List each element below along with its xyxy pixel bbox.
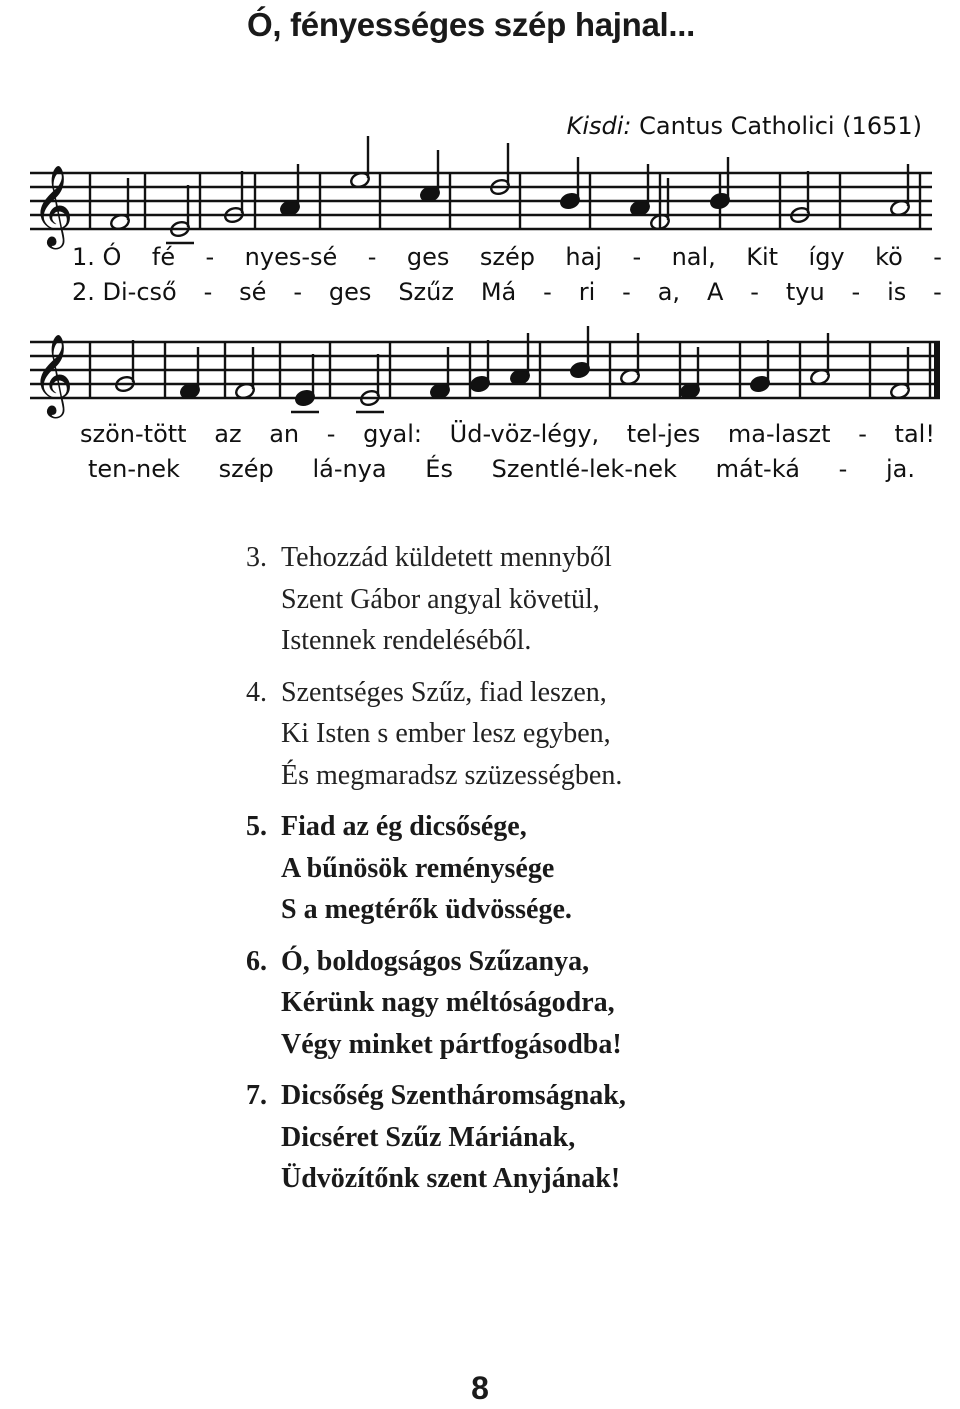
lyric-syllable: szön-tött bbox=[80, 420, 187, 448]
lyrics-verse-1-staff-1 bbox=[72, 243, 942, 273]
lyric-syllable: szép bbox=[218, 455, 274, 483]
lyric-syllable: gyal: bbox=[363, 420, 423, 448]
lyric-syllable: - bbox=[632, 243, 642, 271]
lyric-syllable: nal, bbox=[671, 243, 716, 271]
lyric-syllable: ges bbox=[328, 278, 372, 306]
page-number: 8 bbox=[471, 1370, 489, 1406]
lyric-syllable: Kit bbox=[746, 243, 779, 271]
stanza bbox=[246, 1075, 936, 1200]
page-title: Ó, fényességes szép hajnal... bbox=[247, 6, 695, 43]
lyric-syllable: - bbox=[933, 243, 942, 271]
lyric-syllable: Má bbox=[480, 278, 517, 306]
lyric-syllable: tyu bbox=[785, 278, 825, 306]
lyric-syllable: mát-ká bbox=[715, 455, 800, 483]
lyric-syllable: Üd-vöz-légy, bbox=[449, 420, 600, 448]
lyric-syllable: ten-nek bbox=[88, 455, 180, 483]
stanza-number: 4. bbox=[246, 676, 267, 708]
treble-clef-icon: 𝄞 bbox=[32, 164, 74, 246]
lyric-syllable: - bbox=[326, 420, 336, 448]
lyric-syllable: - bbox=[750, 278, 759, 306]
lyric-syllable: tal! bbox=[894, 420, 935, 448]
stanza-line: Szentséges Szűz, fiad leszen, bbox=[281, 676, 607, 708]
lyric-syllable: - bbox=[367, 243, 377, 271]
stanza-line: Dicsőség Szentháromságnak, bbox=[281, 1080, 626, 1111]
lyric-syllable: 2. Di-cső bbox=[72, 278, 177, 306]
lyric-syllable: A bbox=[706, 278, 724, 306]
lyrics-verse-1-staff-2 bbox=[80, 420, 935, 450]
stanza-line: Végy minket pártfogásodba! bbox=[281, 1028, 622, 1060]
stanza bbox=[246, 806, 936, 931]
final-bar-line bbox=[934, 342, 940, 398]
lyric-syllable: - bbox=[293, 278, 303, 306]
lyric-syllable: an bbox=[269, 420, 300, 448]
composer-name: Kisdi: bbox=[566, 112, 632, 140]
lyric-syllable: lá-nya bbox=[312, 455, 387, 483]
lyric-syllable: - bbox=[203, 278, 213, 306]
lyric-syllable: nyes-sé bbox=[244, 243, 338, 271]
lyrics-verse-2-staff-1 bbox=[72, 278, 942, 308]
source-title: Cantus Catholici (1651) bbox=[639, 112, 922, 140]
stanza bbox=[246, 537, 936, 662]
stanza-line: Dicséret Szűz Máriának, bbox=[281, 1121, 576, 1153]
lyric-syllable: szép bbox=[479, 243, 535, 271]
lyric-syllable: kö bbox=[875, 243, 903, 271]
stanza-line: A bűnösök reménysége bbox=[281, 852, 555, 884]
lyric-syllable: És bbox=[425, 455, 453, 483]
lyric-syllable: ja. bbox=[885, 455, 915, 483]
lyric-syllable: ri bbox=[578, 278, 596, 306]
lyric-syllable: ma-laszt bbox=[727, 420, 831, 448]
staff-2 bbox=[30, 326, 940, 418]
lyric-syllable: fé bbox=[151, 243, 176, 271]
lyric-syllable: - bbox=[858, 420, 867, 448]
lyric-syllable: Szentlé-lek-nek bbox=[491, 455, 677, 483]
lyric-syllable: - bbox=[205, 243, 215, 271]
stanza-line: Ki Isten s ember lesz egyben, bbox=[281, 718, 611, 749]
lyric-syllable: tel-jes bbox=[626, 420, 701, 448]
stanza-number: 6. bbox=[246, 945, 267, 977]
stanza-line: Istennek rendeléséből. bbox=[281, 625, 532, 656]
treble-clef-icon: 𝄞 bbox=[32, 333, 74, 415]
stanza-number: 5. bbox=[246, 811, 267, 842]
stanza-line: S a megtérők üdvössége. bbox=[281, 894, 572, 925]
stanza-line: Tehozzád küldetett mennyből bbox=[281, 542, 612, 573]
stanza bbox=[246, 672, 936, 797]
stanza-line: Szent Gábor angyal követül, bbox=[281, 583, 600, 615]
stanza-list bbox=[246, 537, 936, 1210]
lyric-syllable: ges bbox=[406, 243, 450, 271]
stanza-line: Kérünk nagy méltóságodra, bbox=[281, 987, 615, 1018]
lyric-syllable: így bbox=[808, 243, 845, 271]
lyrics-verse-2-staff-2 bbox=[88, 455, 915, 485]
stanza-line: Ó, boldogságos Szűzanya, bbox=[281, 945, 590, 977]
lyric-syllable: Szűz bbox=[398, 278, 454, 306]
lyric-syllable: az bbox=[214, 420, 242, 448]
stanza-line: Fiad az ég dicsősége, bbox=[281, 811, 527, 842]
lyric-syllable: 1. Ó bbox=[72, 243, 122, 271]
stanza-number: 3. bbox=[246, 542, 267, 573]
lyric-syllable: haj bbox=[565, 243, 602, 271]
lyric-syllable: - bbox=[851, 278, 861, 306]
lyric-syllable: - bbox=[933, 278, 942, 306]
stanza-number: 7. bbox=[246, 1080, 267, 1111]
stanza-line: Üdvözítőnk szent Anyjának! bbox=[281, 1163, 621, 1194]
lyric-syllable: - bbox=[543, 278, 552, 306]
lyric-syllable: is bbox=[887, 278, 907, 306]
staff-1 bbox=[30, 136, 932, 249]
stanza bbox=[246, 941, 936, 1066]
lyric-syllable: a, bbox=[657, 278, 681, 306]
lyric-syllable: - bbox=[838, 455, 848, 483]
stanza-line: És megmaradsz szüzességben. bbox=[281, 759, 623, 791]
lyric-syllable: - bbox=[622, 278, 631, 306]
lyric-syllable: sé bbox=[239, 278, 267, 306]
